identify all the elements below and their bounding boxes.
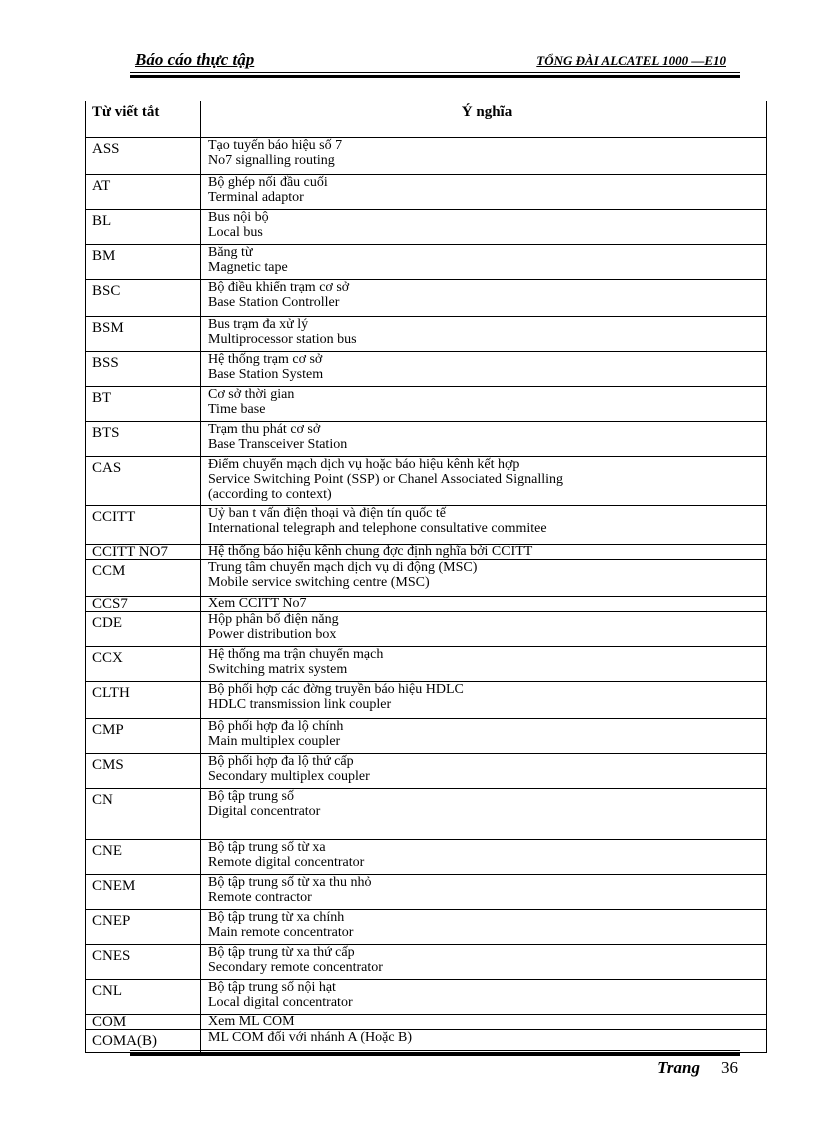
meaning-cell xyxy=(201,789,766,839)
meaning-cell xyxy=(201,1030,766,1052)
meaning-cell xyxy=(201,682,766,718)
table-row xyxy=(86,316,766,351)
meaning-cell xyxy=(201,560,766,596)
table-row xyxy=(86,351,766,386)
meaning-cell xyxy=(201,245,766,279)
footer-rule-thin xyxy=(130,1050,740,1051)
meaning-line: Bộ ghép nối đầu cuối xyxy=(208,175,328,190)
header-subject-title: TỔNG ĐÀI ALCATEL 1000 —E10 xyxy=(536,53,726,68)
meaning-line: Băng từ xyxy=(208,245,253,260)
page-header xyxy=(130,50,740,80)
table-row xyxy=(86,456,766,505)
abbreviation-cell: BL xyxy=(86,210,201,244)
meaning-line: Main remote concentrator xyxy=(208,925,354,940)
meaning-line: Base Transceiver Station xyxy=(208,437,348,452)
meaning-cell xyxy=(201,910,766,944)
footer-rule-thick xyxy=(130,1053,740,1056)
meaning-line: Multiprocessor station bus xyxy=(208,332,357,347)
abbreviation-cell: CCM xyxy=(86,560,201,596)
abbreviation-cell: CCITT NO7 xyxy=(86,545,201,559)
abbreviation-cell: BSC xyxy=(86,280,201,316)
meaning-line: Secondary multiplex coupler xyxy=(208,769,370,784)
abbreviation-cell: CCITT xyxy=(86,506,201,544)
meaning-line: Power distribution box xyxy=(208,627,337,642)
page-number: 36 xyxy=(721,1058,738,1077)
abbreviation-cell: CNL xyxy=(86,980,201,1014)
meaning-cell xyxy=(201,875,766,909)
meaning-line: Hệ thống báo hiệu kênh chung đợc định nghĩa bởi CCITT xyxy=(208,545,533,559)
meaning-cell xyxy=(201,387,766,421)
column-header-abbreviation: Từ viết tắt xyxy=(86,101,201,137)
meaning-line: Bộ tập trung số từ xa thu nhỏ xyxy=(208,875,372,890)
table-row xyxy=(86,979,766,1014)
meaning-line: Base Station System xyxy=(208,367,324,382)
abbreviation-cell: CAS xyxy=(86,457,201,505)
abbreviation-cell: CCX xyxy=(86,647,201,681)
table-row xyxy=(86,505,766,544)
meaning-line: Local bus xyxy=(208,225,263,240)
meaning-line: Secondary remote concentrator xyxy=(208,960,383,975)
meaning-cell xyxy=(201,945,766,979)
table-row xyxy=(86,1029,766,1052)
meaning-line: Bộ phối hợp đa lộ chính xyxy=(208,719,344,734)
meaning-line: Terminal adaptor xyxy=(208,190,304,205)
meaning-cell xyxy=(201,210,766,244)
meaning-line: Bộ phối hợp các đờng truyền báo hiệu HDLC xyxy=(208,682,464,697)
meaning-line: Bộ phối hợp đa lộ thứ cấp xyxy=(208,754,354,769)
meaning-line: Base Station Controller xyxy=(208,295,340,310)
meaning-cell xyxy=(201,457,766,505)
abbreviation-table xyxy=(85,101,767,1053)
abbreviation-cell: CNEM xyxy=(86,875,201,909)
table-row xyxy=(86,839,766,874)
meaning-line: Uỷ ban t vấn điện thoại và điện tín quốc tế xyxy=(208,506,446,521)
abbreviation-cell: COM xyxy=(86,1015,201,1029)
table-row xyxy=(86,611,766,646)
meaning-line: Bộ điều khiển trạm cơ sở xyxy=(208,280,350,295)
meaning-cell xyxy=(201,422,766,456)
table-row xyxy=(86,386,766,421)
meaning-line: Bộ tập trung số nội hạt xyxy=(208,980,336,995)
meaning-cell xyxy=(201,647,766,681)
meaning-line: ML COM đối với nhánh A (Hoặc B) xyxy=(208,1030,413,1045)
meaning-line: Time base xyxy=(208,402,266,417)
meaning-line: Magnetic tape xyxy=(208,260,288,275)
table-row xyxy=(86,1014,766,1029)
meaning-line: Bộ tập trung số từ xa xyxy=(208,840,326,855)
meaning-cell xyxy=(201,1015,766,1029)
meaning-line: Mobile service switching centre (MSC) xyxy=(208,575,430,590)
abbreviation-cell: CMP xyxy=(86,719,201,753)
meaning-cell xyxy=(201,980,766,1014)
meaning-line: Digital concentrator xyxy=(208,804,321,819)
table-row xyxy=(86,421,766,456)
meaning-line: Service Switching Point (SSP) or Chanel Associated Signalling xyxy=(208,472,564,487)
table-row xyxy=(86,753,766,788)
meaning-cell xyxy=(201,754,766,788)
meaning-line: Trạm thu phát cơ sở xyxy=(208,422,321,437)
meaning-line: Main multiplex coupler xyxy=(208,734,341,749)
abbreviation-cell: CNEP xyxy=(86,910,201,944)
meaning-line: Tạo tuyến báo hiệu số 7 xyxy=(208,138,343,153)
table-row xyxy=(86,559,766,596)
meaning-line: No7 signalling routing xyxy=(208,153,335,168)
meaning-cell xyxy=(201,545,766,559)
table-row xyxy=(86,681,766,718)
table-row xyxy=(86,718,766,753)
meaning-cell xyxy=(201,719,766,753)
table-row xyxy=(86,174,766,209)
meaning-line: Điểm chuyển mạch dịch vụ hoặc báo hiệu kênh kết hợp xyxy=(208,457,520,472)
abbreviation-cell: BSM xyxy=(86,317,201,351)
page-footer xyxy=(130,1050,740,1090)
abbreviation-cell: CCS7 xyxy=(86,597,201,611)
table-row xyxy=(86,137,766,174)
meaning-line: Xem CCITT No7 xyxy=(208,597,307,611)
abbreviation-cell: ASS xyxy=(86,138,201,174)
table-header-row xyxy=(86,101,766,137)
abbreviation-cell: BM xyxy=(86,245,201,279)
meaning-line: (according to context) xyxy=(208,487,332,502)
abbreviation-cell: COMA(B) xyxy=(86,1030,201,1052)
meaning-cell xyxy=(201,597,766,611)
abbreviation-cell: BSS xyxy=(86,352,201,386)
meaning-line: Bus nội bộ xyxy=(208,210,269,225)
table-row xyxy=(86,209,766,244)
meaning-line: HDLC transmission link coupler xyxy=(208,697,392,712)
meaning-cell xyxy=(201,138,766,174)
abbreviation-cell: CMS xyxy=(86,754,201,788)
header-rule-thin xyxy=(130,72,740,73)
abbreviation-cell: BT xyxy=(86,387,201,421)
meaning-cell xyxy=(201,840,766,874)
meaning-line: Bộ tập trung từ xa thứ cấp xyxy=(208,945,355,960)
abbreviation-cell: BTS xyxy=(86,422,201,456)
page-label: Trang xyxy=(657,1058,700,1077)
meaning-cell xyxy=(201,317,766,351)
table-row xyxy=(86,646,766,681)
table-row xyxy=(86,909,766,944)
table-row xyxy=(86,544,766,559)
meaning-line: Remote contractor xyxy=(208,890,312,905)
meaning-line: Cơ sở thời gian xyxy=(208,387,295,402)
abbreviation-cell: CNE xyxy=(86,840,201,874)
meaning-line: Trung tâm chuyển mạch dịch vụ di động (MSC) xyxy=(208,560,478,575)
meaning-line: Hệ thống ma trận chuyển mạch xyxy=(208,647,384,662)
abbreviation-cell: CLTH xyxy=(86,682,201,718)
meaning-cell xyxy=(201,280,766,316)
meaning-line: Bộ tập trung số xyxy=(208,789,294,804)
header-rule-thick xyxy=(130,75,740,78)
meaning-line: Xem ML COM xyxy=(208,1015,295,1029)
meaning-line: Switching matrix system xyxy=(208,662,348,677)
table-row xyxy=(86,244,766,279)
table-row xyxy=(86,279,766,316)
meaning-line: Remote digital concentrator xyxy=(208,855,365,870)
meaning-line: Hệ thống trạm cơ sở xyxy=(208,352,323,367)
meaning-line: Hộp phân bố điện năng xyxy=(208,612,339,627)
meaning-line: International telegraph and telephone consultative commitee xyxy=(208,521,547,536)
abbreviation-cell: AT xyxy=(86,175,201,209)
meaning-cell xyxy=(201,175,766,209)
table-row xyxy=(86,874,766,909)
meaning-line: Local digital concentrator xyxy=(208,995,353,1010)
meaning-line: Bus trạm đa xử lý xyxy=(208,317,309,332)
meaning-cell xyxy=(201,352,766,386)
meaning-line: Bộ tập trung từ xa chính xyxy=(208,910,345,925)
column-header-meaning: Ý nghĩa xyxy=(461,104,513,120)
meaning-cell xyxy=(201,506,766,544)
table-row xyxy=(86,596,766,611)
header-report-title: Báo cáo thực tập xyxy=(135,50,255,69)
table-row xyxy=(86,788,766,839)
abbreviation-cell: CNES xyxy=(86,945,201,979)
abbreviation-cell: CN xyxy=(86,789,201,839)
table-row xyxy=(86,944,766,979)
meaning-cell xyxy=(201,612,766,646)
abbreviation-cell: CDE xyxy=(86,612,201,646)
